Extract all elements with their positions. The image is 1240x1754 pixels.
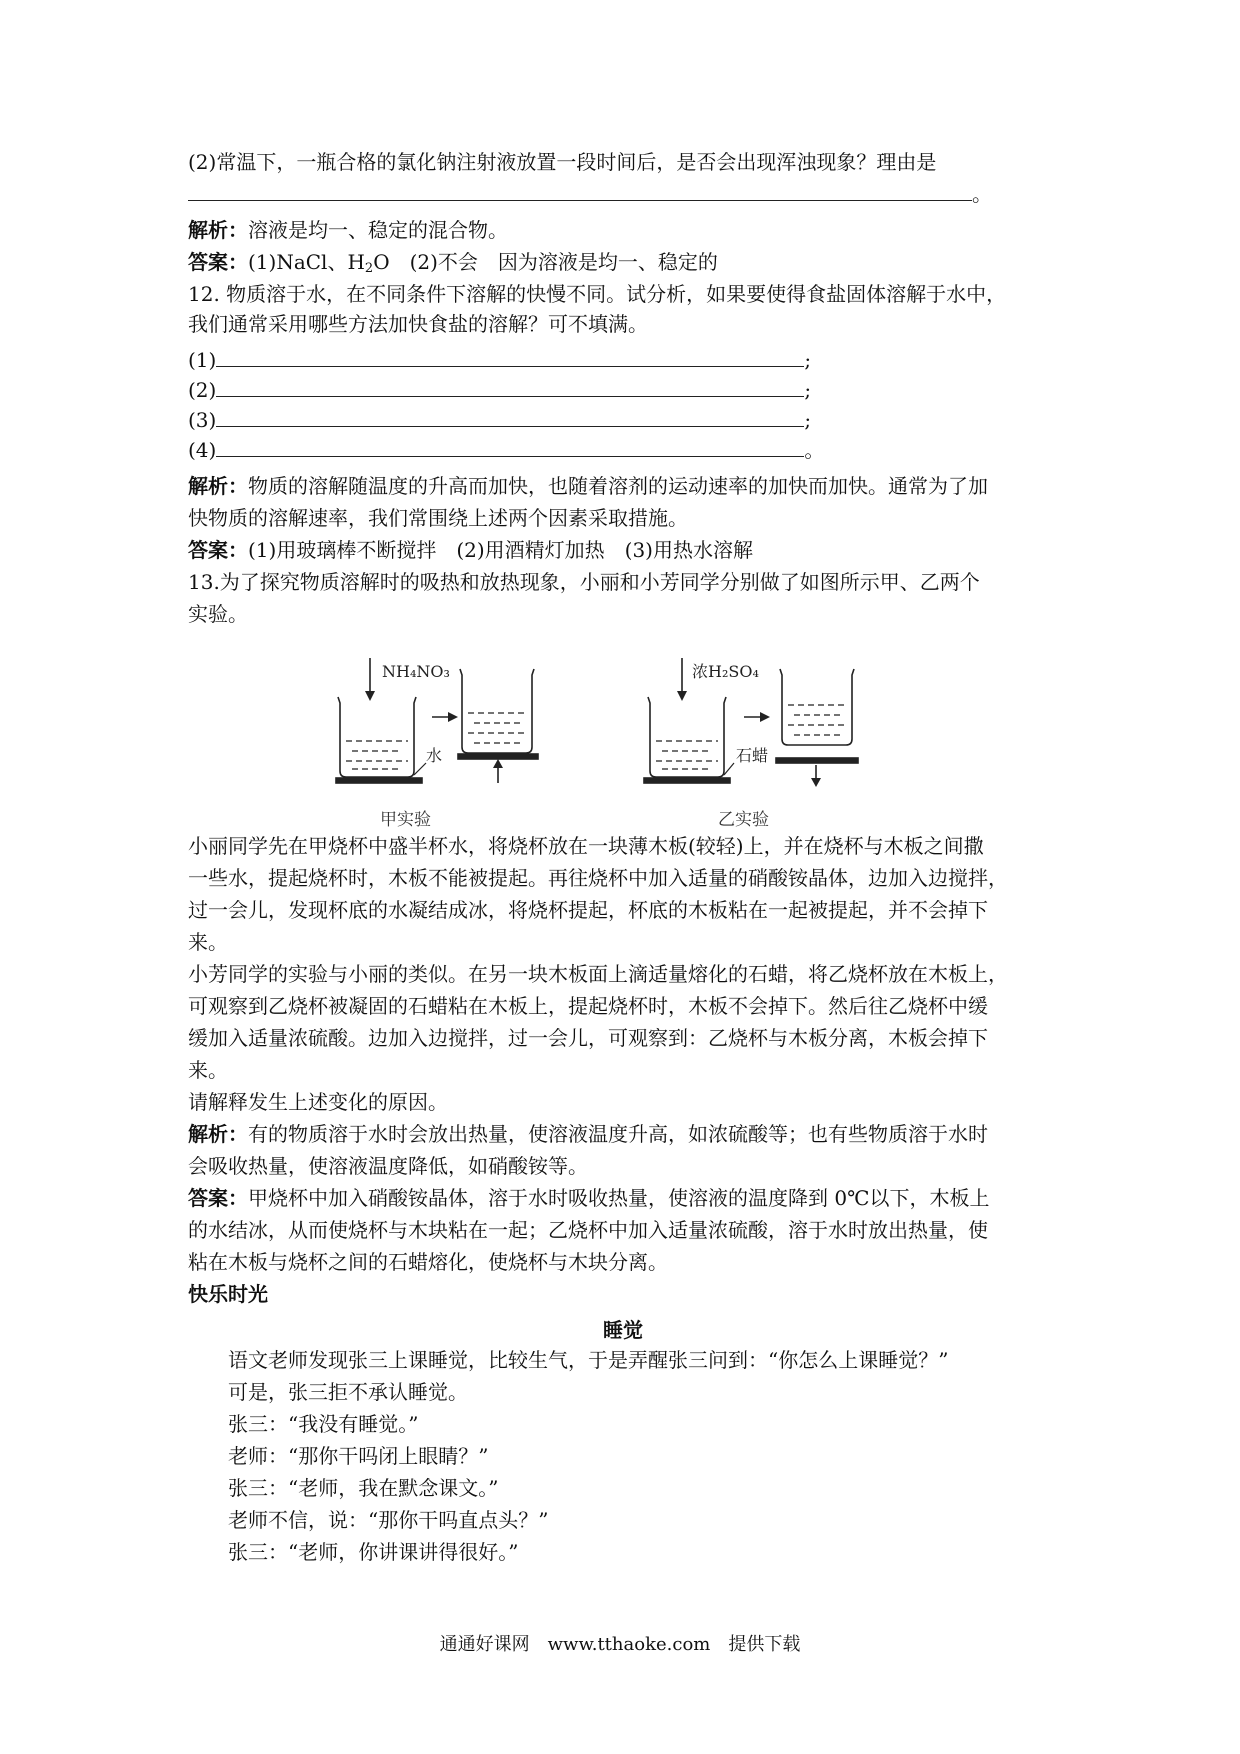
q12-blank-4: (4) 。	[188, 438, 825, 462]
page-footer: 通通好课网 www.tthaoke.com 提供下载	[439, 1634, 801, 1655]
q13-para2-line4: 来。	[188, 1058, 228, 1082]
q13-answer-line3: 粘在木板与烧杯之间的石蜡熔化，使烧杯与木块分离。	[188, 1250, 668, 1274]
section-heading: 快乐时光	[188, 1282, 268, 1306]
q12-analysis-line1: 解析：物质的溶解随温度的升高而加快，也随着溶剂的运动速率的加快而加快。通常为了加	[188, 474, 988, 498]
reagent-label-b: 浓H₂SO₄	[692, 662, 759, 681]
q13-para1-line3: 过一会儿，发现杯底的水凝结成冰，将烧杯提起，杯底的木板粘在一起被提起，并不会掉下	[188, 898, 988, 922]
joke-title: 睡觉	[603, 1318, 643, 1342]
q12-stem-line1: 12. 物质溶于水，在不同条件下溶解的快慢不同。试分析，如果要使得食盐固体溶解于水中，	[188, 282, 1007, 306]
q12-stem-line2: 我们通常采用哪些方法加快食盐的溶解？可不填满。	[188, 312, 648, 336]
joke-line-7: 张三：“老师，你讲课讲得很好。”	[228, 1540, 519, 1564]
q12-answer: 答案：(1)用玻璃棒不断搅拌 (2)用酒精灯加热 (3)用热水溶解	[188, 538, 753, 562]
joke-line-6: 老师不信，说：“那你干吗直点头？”	[228, 1508, 549, 1532]
experiment-figure	[330, 655, 890, 830]
q13-para2-line3: 缓加入适量浓硫酸。边加入边搅拌，过一会儿，可观察到：乙烧杯与木板分离，木板会掉下	[188, 1026, 988, 1050]
experiment-a	[336, 658, 538, 830]
q13-para1-line1: 小丽同学先在甲烧杯中盛半杯水，将烧杯放在一块薄木板(较轻)上，并在烧杯与木板之间撒	[188, 834, 984, 858]
q13-answer-line2: 的水结冰，从而使烧杯与木块粘在一起；乙烧杯中加入适量浓硫酸，溶于水时放出热量，使	[188, 1218, 988, 1242]
reagent-label-a: NH₄NO₃	[382, 662, 450, 681]
q13-ask: 请解释发生上述变化的原因。	[188, 1090, 448, 1114]
joke-line-3: 张三：“我没有睡觉。”	[228, 1412, 419, 1436]
q11-analysis: 解析：溶液是均一、稳定的混合物。	[188, 218, 508, 242]
joke-line-5: 张三：“老师，我在默念课文。”	[228, 1476, 499, 1500]
caption-a: 甲实验	[380, 810, 431, 830]
fill-blank[interactable]	[216, 376, 804, 397]
q13-analysis-line2: 会吸收热量，使溶液温度降低，如硝酸铵等。	[188, 1154, 588, 1178]
q12-blank-3: (3) ;	[188, 408, 812, 432]
q13-para2-line1: 小芳同学的实验与小丽的类似。在另一块木板面上滴适量熔化的石蜡，将乙烧杯放在木板上，	[188, 962, 1008, 986]
fill-blank[interactable]	[216, 346, 804, 367]
q13-para1-line4: 来。	[188, 930, 228, 954]
q13-stem-line2: 实验。	[188, 602, 248, 626]
wax-label: 石蜡	[736, 746, 769, 765]
experiment-b	[644, 658, 858, 830]
joke-line-4: 老师：“那你干吗闭上眼睛？”	[228, 1444, 489, 1468]
joke-line-2: 可是，张三拒不承认睡觉。	[228, 1380, 468, 1404]
q13-analysis-line1: 解析：有的物质溶于水时会放出热量，使溶液温度升高，如浓硫酸等；也有些物质溶于水时	[188, 1122, 988, 1146]
fill-blank[interactable]	[216, 406, 804, 427]
q11-part2-text: (2)常温下，一瓶合格的氯化钠注射液放置一段时间后，是否会出现浑浊现象？理由是	[188, 150, 937, 174]
q13-para2-line2: 可观察到乙烧杯被凝固的石蜡粘在木板上，提起烧杯时，木板不会掉下。然后往乙烧杯中缓	[188, 994, 988, 1018]
q13-answer-line1: 答案：甲烧杯中加入硝酸铵晶体，溶于水时吸收热量，使溶液的温度降到 0℃以下，木板上	[188, 1186, 990, 1210]
water-label: 水	[426, 746, 443, 765]
q11-answer-line: 。	[188, 180, 992, 208]
fill-blank[interactable]	[188, 180, 972, 201]
joke-line-1: 语文老师发现张三上课睡觉，比较生气，于是弄醒张三问到：“你怎么上课睡觉？”	[228, 1348, 949, 1372]
caption-b: 乙实验	[718, 810, 769, 830]
q12-blank-2: (2) ;	[188, 378, 812, 402]
fill-blank[interactable]	[216, 436, 804, 457]
q12-blank-1: (1) ;	[188, 348, 812, 372]
q12-analysis-line2: 快物质的溶解速率，我们常围绕上述两个因素采取措施。	[188, 506, 688, 530]
q13-para1-line2: 一些水，提起烧杯时，木板不能被提起。再往烧杯中加入适量的硝酸铵晶体，边加入边搅拌，	[188, 866, 1008, 890]
q11-answer: 答案：(1)NaCl、$H_2O$ (2)不会 因为溶液是均一、稳定的	[188, 250, 718, 276]
q13-stem-line1: 13.为了探究物质溶解时的吸热和放热现象，小丽和小芳同学分别做了如图所示甲、乙两个	[188, 570, 980, 594]
